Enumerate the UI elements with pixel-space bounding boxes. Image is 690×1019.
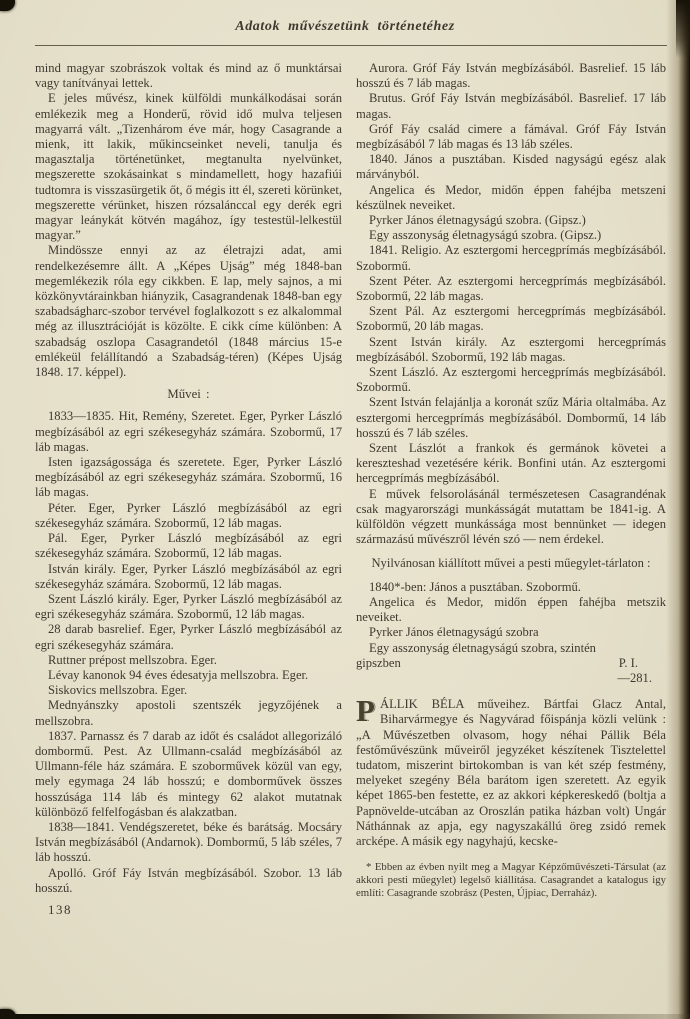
scan-artifact-top-left [0, 0, 15, 11]
work-entry: 1838—1841. Vendégszeretet, béke és barátság. Mocsáry István megbízásából (Andarnok). Dombormű, 5 láb széles, 7 láb hosszú. [35, 819, 342, 865]
reference-number: —281. [617, 670, 652, 685]
exhibit-heading: Nyilvánosan kiállított művei a pesti műegylet-tárlaton : [371, 555, 651, 570]
footnote: * Ebben az évben nyilt meg a Magyar Képzőművészeti-Társulat (az akkori pesti műegylet) legelső kiállítása. Casagrandet a katalogus igy említi: Casagrande szobrász (Pesten, Újpiac, Derraház). [356, 861, 666, 900]
work-entry: 1837. Parnassz és 7 darab az időt és családot allegorizáló dombormű. Pest. Az Ullmann-család megbízásából az Ullmann-féle ház számára. E szoborművek közül van egy, mely egymaga 24 láb hosszú; e domborművek összes hosszúsága 114 láb és mintegy 62 alakot mutatnak különböző felfelfogásban és alakzatban. [35, 728, 342, 819]
paragraph: Mindössze ennyi az az életrajzi adat, ami rendelkezésemre állt. A „Képes Ujság” még 1848-ban megemlékezik róla egy cikkben. E lap, mely sajnos, a mi közkönyvtárainkban hiányzik, Casagrandenak 1848-ban egy szabadságharc-szobor tervével foglalkozott s ez alkalommal még az illusztrációját is közölte. E cikk címe különben: A szabadság oszlopa Casagrandetól (1848 március 15-e emlékeül felállítandó a Szabadság-téren) (Képes Ujság 1848. 17. képpel). [35, 243, 342, 380]
work-entry: Szent Pál. Az esztergomi hercegprímás megbízásából. Szobormű, 20 láb magas. [356, 304, 666, 334]
exhibit-entry: Pyrker János életnagyságú szobra [369, 625, 539, 640]
work-entry: Lévay kanonok 94 éves édesatyja mellszobra. Eger. [48, 667, 309, 682]
work-entry: 28 darab basrelief. Eger, Pyrker László megbízásából az egri székesegyház számára. [35, 622, 342, 652]
work-entry: Isten igazságossága és szeretete. Eger, Pyrker László megbízásából az egri székesegyház számára. Szobormű, 16 láb magas. [35, 455, 342, 500]
work-entry: 1840. János a pusztában. Kisded nagyságú egész alak márványból. [356, 152, 666, 182]
paragraph: mind magyar szobrászok voltak és mind az ő munktársai vagy tanítványai lettek. [35, 61, 342, 91]
work-entry: Ruttner prépost mellszobra. Eger. [48, 652, 217, 667]
works-heading: Művei : [167, 387, 210, 402]
drop-cap-initial: P [356, 693, 375, 729]
page-number: 138 [48, 901, 72, 917]
exhibit-list [356, 580, 666, 656]
closing-paragraph: E művek felsorolásánál természetesen Casagrandénak csak magyarországi munkásságát mutattam be 1841-ig. A külföldön végzett munkássága most bennünket — idegen származású művészről lévén szó — nem érdekel. [356, 486, 666, 547]
work-entry: Szent István felajánlja a koronát szűz Mária oltalmába. Az esztergomi hercegprímás megbízásából. Dombormű, 14 láb hosszú és 7 láb széles. [356, 395, 666, 440]
work-entry: Szent Lászlót a frankok és germánok követei a kereszteshad vezetésére kérik. Bonfini után. Az esztergomi hercegprímás megbízásából. [356, 441, 666, 486]
paragraph: E jeles művész, kinek külföldi munkálkodásai során emlékezik meg a Honderű, rövid idő mulva teljesen magyarrá vált. „Tizenhárom éve már, hogy Casagrande a mienk, itt lakik, műkincseinket neveli, tanulja és magasztalja történetünket, megtanulta nyelvünket, megszerette szokásainkat s mindamellett, hogy hazafiúi tudtomra is visszasürgetik őt, ő mégis itt él, szereti körünket, megszerette vérünket, hiszen rózsalánccal egy derék egri magyar leánykát kötvén magához, így testestül-lelkestül magyar.” [35, 91, 342, 243]
intro-paragraphs [35, 61, 342, 380]
work-entry: István király. Eger, Pyrker László megbízásából az egri székesegyház számára. Szobormű, 12 láb magas. [35, 561, 342, 591]
author-initials: P. I. [618, 655, 638, 670]
work-entry: Szent László király. Eger, Pyrker László megbízásából az egri székesegyház számára. Szobormű, 12 láb magas. [35, 591, 342, 622]
pallik-section-text: ÁLLIK BÉLA műveihez. Bártfai Glacz Antal, Biharvármegye és Nagyvárad főispánja közli velünk : „A Művészetben olvasom, hogy néhai Pállik Béla festőművészünk műveiről jegyzéket készítenek Tisztelettel tudatom, miszerint birtokomban is van két szép festmény, melyeket szegény Béla barátom igen szeretett. Az egyik képet 1865-ben festette, ez az akkori képkereskedő (boltja a Papnövelde-utcában az Oroszlán patika házban volt) Ungár Náthánnak az apja, egy nagyszakállú öreg zsidó remek arcképe. A másik egy nagyhajú, kecske- [356, 697, 666, 848]
work-entry: Egy asszonyság életnagyságú szobra. (Gipsz.) [369, 228, 602, 243]
scan-artifact-bottom-left [0, 1009, 16, 1019]
work-entry: Brutus. Gróf Fáy István megbízásából. Basrelief. 17 láb magas. [356, 91, 666, 121]
work-entry: Apolló. Gróf Fáy István megbízásából. Szobor. 13 láb hosszú. [35, 865, 342, 895]
exhibit-entry-continuation-line [356, 656, 666, 671]
work-entry: 1841. Religio. Az esztergomi hercegprímás megbízásából. Szobormű. [356, 243, 666, 273]
work-entry: Szent László. Az esztergomi hercegprímás megbízásából. Szobormű. [356, 365, 666, 395]
work-entry: Mednyánszky apostoli szentszék jegyzőjének a mellszobra. [35, 698, 342, 728]
work-entry: Szent Péter. Az esztergomi hercegprímás megbízásából. Szobormű, 22 láb magas. [356, 273, 666, 304]
exhibit-entry: 1840*-ben: János a pusztában. Szobormű. [369, 579, 581, 594]
scan-edge-right [666, 0, 690, 1019]
exhibit-entry: Angelica és Medor, midőn éppen fahéjba metszik neveiket. [356, 594, 666, 625]
work-entry: Péter. Eger, Pyrker László megbízásából az egri székesegyház számára. Szobormű, 12 láb magas. [35, 500, 342, 530]
work-entry: Pál. Eger, Pyrker László megbízásából az egri székesegyház számára. Szobormű, 12 láb magas. [35, 531, 342, 561]
work-entry: Gróf Fáy család cimere a fámával. Gróf Fáy István megbízásából 7 láb magas és 13 láb széles. [356, 121, 666, 152]
work-entry: Pyrker János életnagyságú szobra. (Gipsz.) [369, 213, 586, 228]
header-rule [35, 45, 667, 46]
running-head-title: Adatok művészetünk történetéhez [235, 19, 455, 34]
exhibit-entry-continuation: gipszben [356, 655, 401, 670]
work-entry: Angelica és Medor, midőn éppen fahéjba metszeni készülnek neveiket. [356, 182, 666, 212]
work-entry: Aurora. Gróf Fáy István megbízásából. Basrelief. 15 láb hosszú és 7 láb magas. [356, 61, 666, 91]
left-column [35, 61, 342, 917]
scan-edge-bottom [0, 1014, 690, 1019]
work-entry: 1833—1835. Hit, Remény, Szeretet. Eger, Pyrker László megbízásából az egri székesegyház számára. Szobormű, 17 láb magas. [35, 409, 342, 454]
exhibit-entry: Egy asszonyság életnagyságú szobra, szintén [369, 640, 596, 655]
works-list-left [35, 409, 342, 896]
works-list-right [356, 61, 666, 487]
right-column [356, 61, 666, 900]
work-entry: Szent István király. Az esztergomi hercegprímás megbízásából. Szobormű, 192 láb magas. [356, 334, 666, 364]
work-entry: Siskovics mellszobra. Eger. [48, 683, 188, 698]
pallik-section-paragraph [356, 693, 666, 849]
